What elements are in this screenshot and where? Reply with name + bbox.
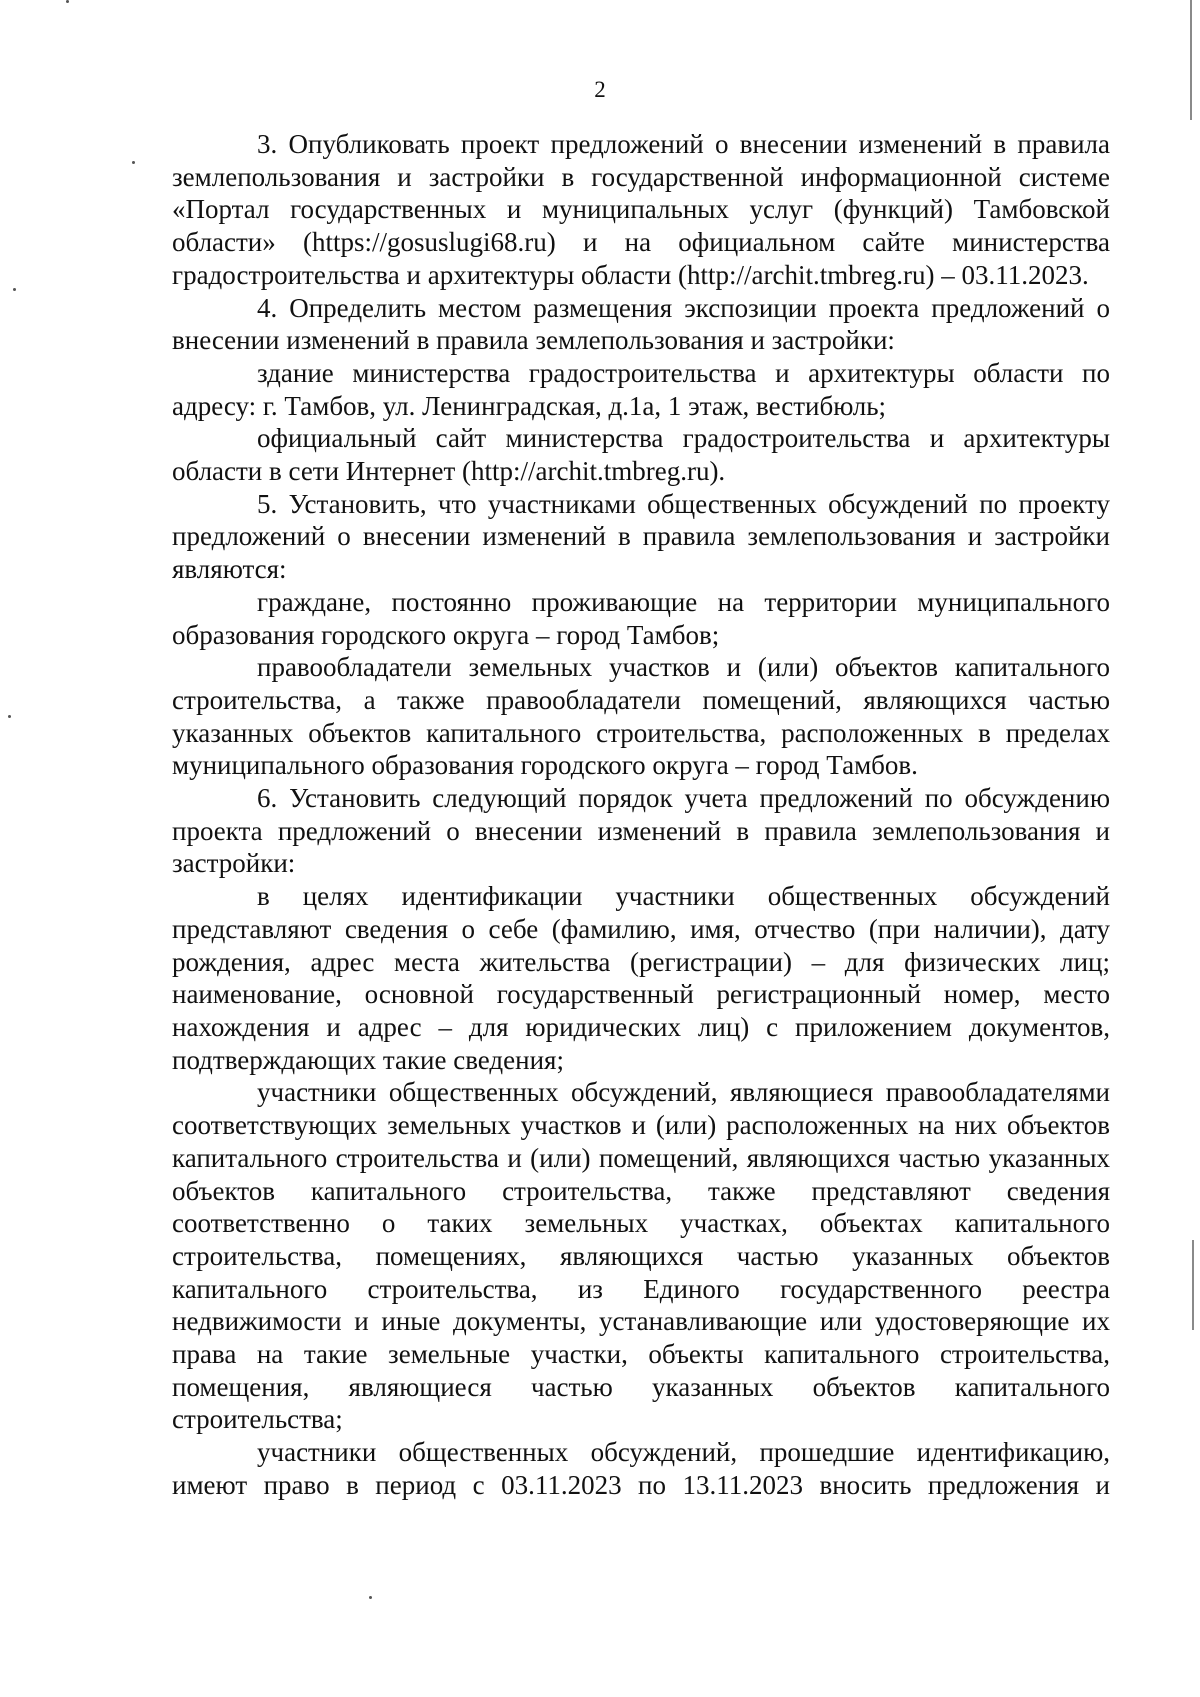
scan-speck xyxy=(369,1596,372,1599)
paragraph-participants-citizens: граждане, постоянно проживающие на территории муниципального образования городского округа – город Тамбов; xyxy=(172,586,1110,650)
paragraph-item-3: 3. Опубликовать проект предложений о внесении изменений в правила землепользования и застройки в государственной информационной системе «Портал государственных и муниципальных услуг (функций) Тамбовской области» (https://gosuslugi68.ru) и на официальном сайте министерства градостроительства и архитектуры области (http://archit.tmbreg.ru) – 03.11.2023. xyxy=(172,129,1110,290)
scan-edge-mark xyxy=(1190,0,1192,120)
scan-edge-mark xyxy=(1192,1240,1194,1330)
scan-speck xyxy=(13,288,16,291)
paragraph-item-6: 6. Установить следующий порядок учета предложений по обсуждению проекта предложений о внесении изменений в правила землепользования и застройки: xyxy=(172,783,1110,879)
scan-speck xyxy=(66,0,69,3)
page-number: 2 xyxy=(594,77,606,102)
document-body xyxy=(172,128,1110,1502)
paragraph-owner-participants: участники общественных обсуждений, являющиеся правообладателями соответствующих земельных участков и (или) расположенных на них объектов капитального строительства и (или) помещений, являющихся частью указанных объектов капитального строительства, также представляют сведения соответственно о таких земельных участках, объектах капитального строительства, помещениях, являющихся частью указанных объектов капитального строительства, из Единого государственного реестра недвижимости и иные документы, устанавливающие или удостоверяющие их права на такие земельные участки, объекты капитального строительства, помещения, являющиеся частью указанных объектов капитального строительства; xyxy=(172,1077,1110,1435)
paragraph-proposal-period: участники общественных обсуждений, прошедшие идентификацию, имеют право в период с 03.11.2023 по 13.11.2023 вносить предложения и xyxy=(172,1437,1110,1500)
paragraph-exposition-website: официальный сайт министерства градостроительства и архитектуры области в сети Интернет (http://archit.tmbreg.ru). xyxy=(172,423,1110,487)
paragraph-item-4: 4. Определить местом размещения экспозиции проекта предложений о внесении изменений в правила землепользования и застройки: xyxy=(172,292,1110,356)
paragraph-exposition-building: здание министерства градостроительства и архитектуры области по адресу: г. Тамбов, ул. Ленинградская, д.1а, 1 этаж, вестибюль; xyxy=(172,357,1110,421)
scan-speck xyxy=(132,161,135,164)
paragraph-item-5: 5. Установить, что участниками общественных обсуждений по проекту предложений о внесении изменений в правила землепользования и застройки являются: xyxy=(172,488,1110,585)
paragraph-identification: в целях идентификации участники общественных обсуждений представляют сведения о себе (фамилию, имя, отчество (при наличии), дату рождения, адрес места жительства (регистрации) – для физических лиц; наименование, основной государственный регистрационный номер, место нахождения и адрес – для юридических лиц) с приложением документов, подтверждающих такие сведения; xyxy=(172,881,1110,1075)
paragraph-participants-owners: правообладатели земельных участков и (или) объектов капитального строительства, а также правообладатели помещений, являющихся частью указанных объектов капитального строительства, расположенных в пределах муниципального образования городского округа – город Тамбов. xyxy=(172,652,1110,781)
scan-speck xyxy=(8,715,11,718)
